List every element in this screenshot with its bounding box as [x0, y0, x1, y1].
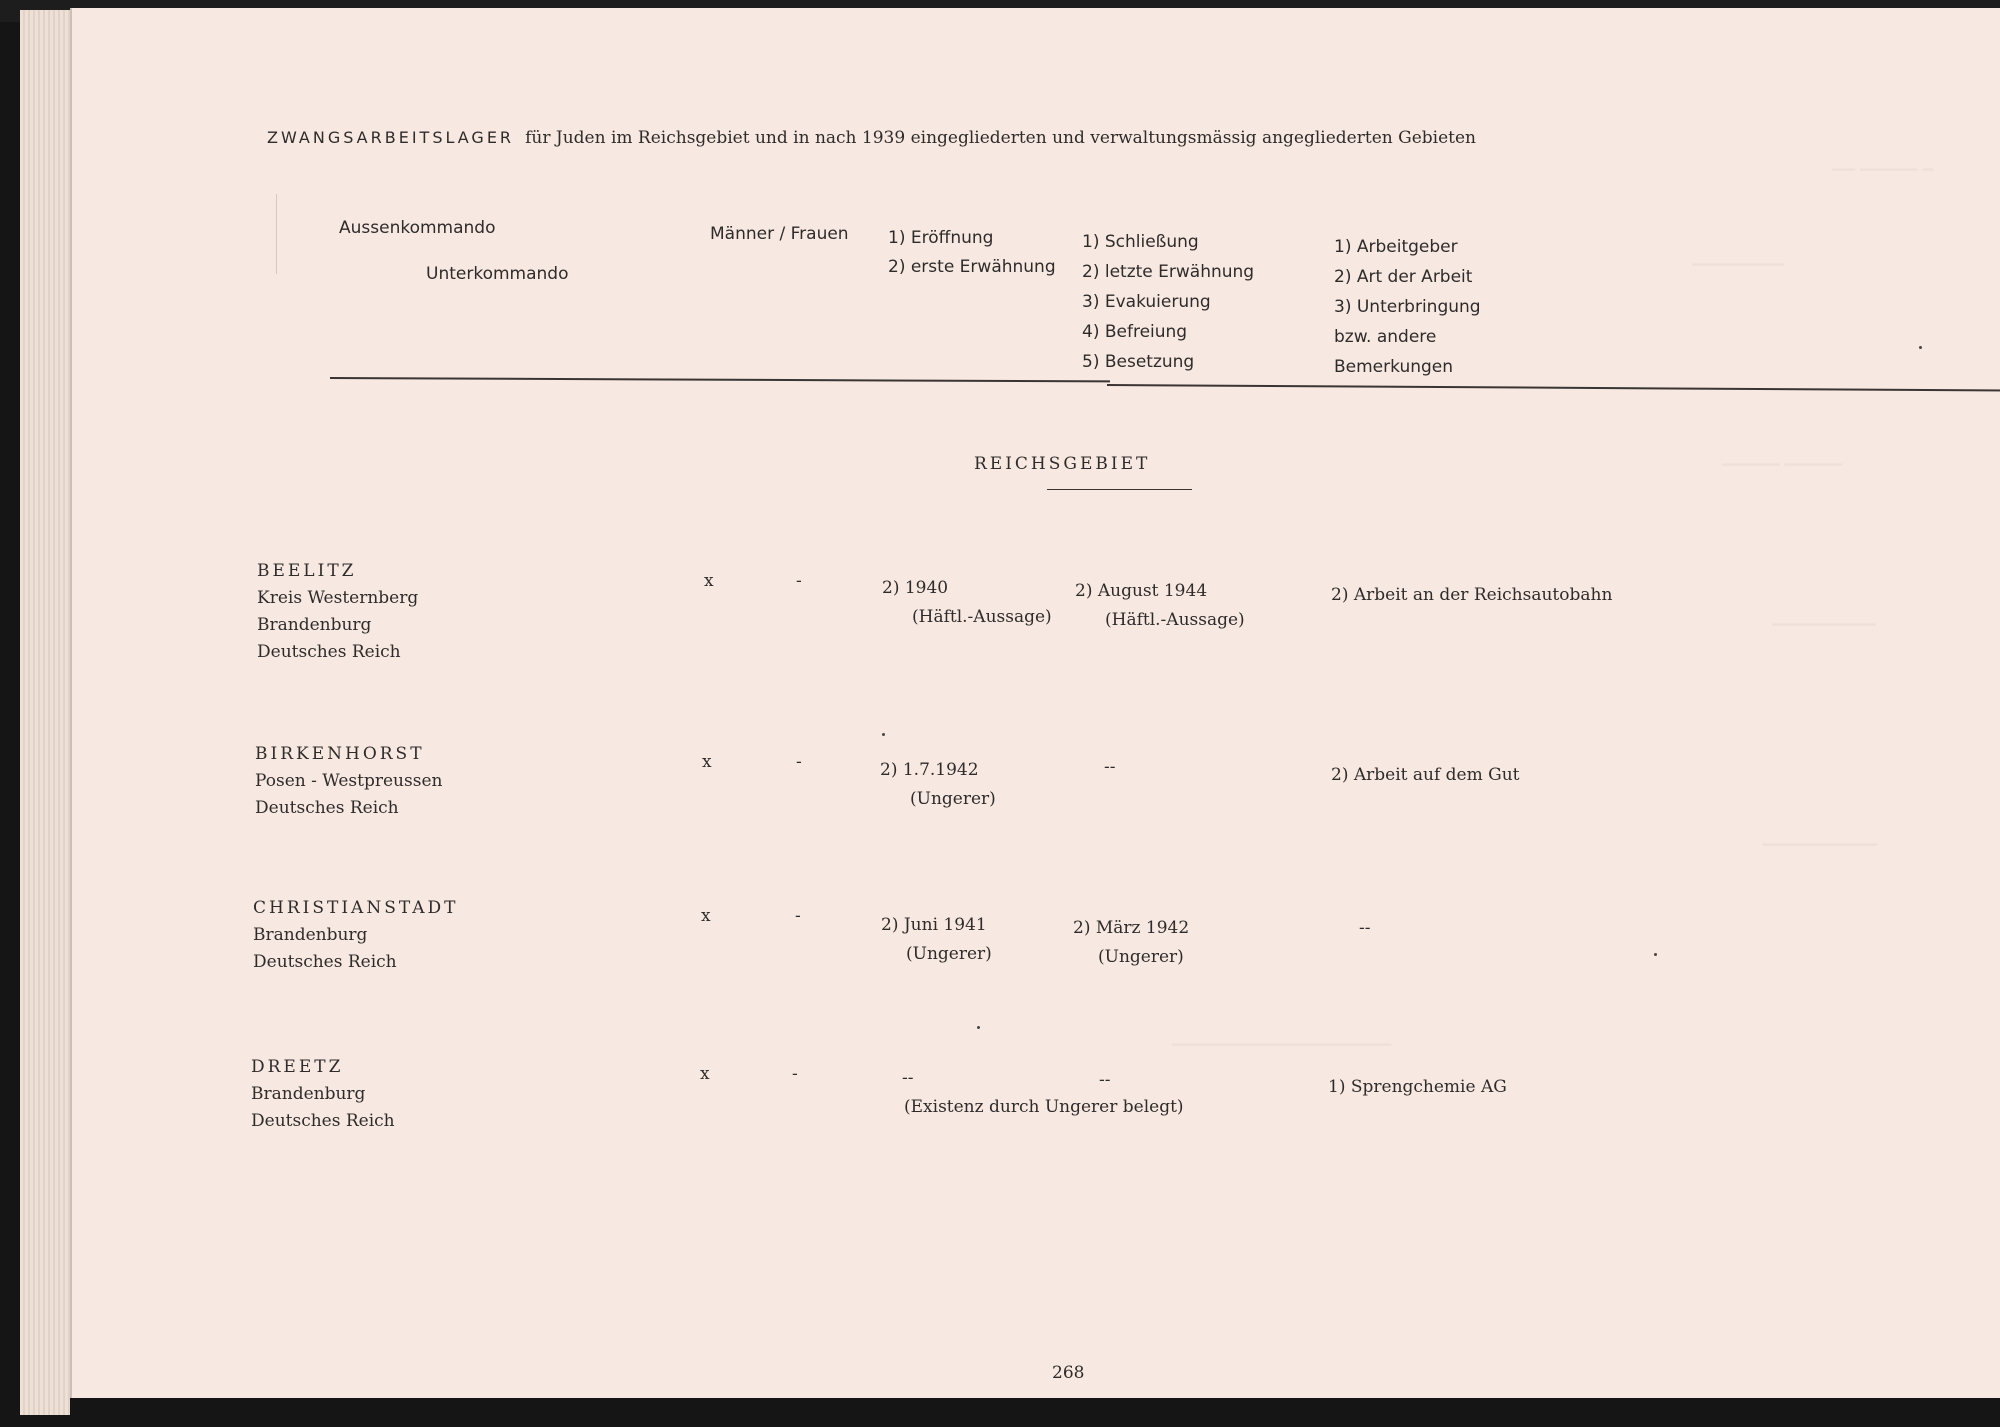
entry-opening — [881, 911, 992, 969]
title-rest: für Juden im Reichsgebiet und in nach 1939 eingegliederten und verwaltungsmässig angegliederten Gebieten — [525, 128, 1476, 148]
entry-place-line: Brandenburg — [253, 925, 368, 945]
bleed-through-decoration: ▁▁▁▁▁▁▁▁▁▁ — [1762, 828, 1878, 846]
entry-name: BEELITZ — [257, 561, 357, 581]
col3-header — [888, 224, 1056, 282]
entry-closing-line: (Ungerer) — [1098, 947, 1184, 967]
document-title — [267, 128, 1476, 148]
entry-opening-line: -- — [902, 1068, 914, 1088]
entry-closing-line: 2) März 1942 — [1073, 918, 1190, 938]
ink-speck — [977, 1026, 980, 1029]
entry-location — [255, 741, 442, 822]
entry-opening-line: 2) 1940 — [882, 578, 949, 598]
entry-closing — [1099, 1070, 1111, 1090]
entry-opening-line: (Häftl.-Aussage) — [912, 607, 1052, 627]
col4-header — [1082, 227, 1254, 377]
entry-opening — [902, 1068, 914, 1088]
bleed-through-decoration: ▁▁▁▁▁▁▁▁▁▁▁▁▁▁▁▁▁▁▁ — [1172, 1028, 1392, 1046]
col4-header-line: 3) Evakuierung — [1082, 292, 1211, 312]
entry-place-line: Brandenburg — [257, 615, 372, 635]
entry-opening-line: (Ungerer) — [910, 789, 996, 809]
col5-header-line: bzw. andere — [1334, 327, 1437, 347]
col5-header-line: 3) Unterbringung — [1334, 297, 1481, 317]
background-bottom — [70, 1398, 2000, 1427]
entry-closing-line: 2) August 1944 — [1075, 581, 1208, 601]
entry-place-line: Kreis Westernberg — [257, 588, 419, 608]
title-caps: ZWANGSARBEITSLAGER — [267, 128, 515, 147]
col4-header-line: 5) Besetzung — [1082, 352, 1195, 372]
header-rule — [1107, 384, 2000, 391]
entry-remarks: -- — [1359, 918, 1371, 938]
entry-name: CHRISTIANSTADT — [253, 898, 459, 918]
entry-place-line: Brandenburg — [251, 1084, 366, 1104]
section-title: REICHSGEBIET — [974, 454, 1151, 474]
entry-location — [253, 895, 459, 976]
col2-header: Männer / Frauen — [710, 224, 849, 244]
ink-speck — [1919, 346, 1922, 349]
col5-header-line: 1) Arbeitgeber — [1334, 237, 1458, 257]
ink-speck — [882, 733, 885, 736]
entry-opening-line: 2) 1.7.1942 — [880, 760, 979, 780]
col4-header-line: 1) Schließung — [1082, 232, 1199, 252]
entry-women: - — [796, 752, 802, 772]
entry-opening — [882, 574, 1052, 632]
col4-header-line: 4) Befreiung — [1082, 322, 1188, 342]
col4-header-line: 2) letzte Erwähnung — [1082, 262, 1255, 282]
entry-men: x — [702, 752, 712, 772]
page-number: 268 — [1052, 1363, 1085, 1383]
header-rule — [330, 377, 1110, 382]
col1-header-line1: Aussenkommando — [339, 218, 496, 238]
entry-opening-line: 2) Juni 1941 — [881, 915, 987, 935]
section-title-underline — [1047, 489, 1192, 490]
entry-name: BIRKENHORST — [255, 744, 425, 764]
col5-header-line: Bemerkungen — [1334, 357, 1454, 377]
entry-place-line: Deutsches Reich — [251, 1111, 395, 1131]
col5-header — [1334, 232, 1481, 382]
entry-women: - — [796, 571, 802, 591]
entry-name: DREETZ — [251, 1057, 344, 1077]
entry-women: - — [795, 906, 801, 926]
entry-closing-line: -- — [1104, 757, 1116, 777]
entry-men: x — [700, 1064, 710, 1084]
entry-opening — [880, 756, 996, 814]
entry-men: x — [701, 906, 711, 926]
bleed-through-decoration: ▁▁▁▁▁▁▁▁ — [1692, 248, 1785, 266]
ink-speck — [1654, 953, 1657, 956]
entry-place-line: Deutsches Reich — [257, 642, 401, 662]
entry-men: x — [704, 571, 714, 591]
entry-remarks: 2) Arbeit an der Reichsautobahn — [1331, 585, 1613, 605]
entry-place-line: Deutsches Reich — [255, 798, 399, 818]
bleed-through-decoration: ▁▁▁▁▁▁▁▁▁ — [1772, 608, 1876, 626]
entry-closing — [1075, 577, 1245, 635]
document-page — [70, 8, 2000, 1398]
entry-closing-line: (Häftl.-Aussage) — [1105, 610, 1245, 630]
entry-location — [257, 558, 418, 666]
entry-remarks: 2) Arbeit auf dem Gut — [1331, 765, 1520, 785]
bleed-through-decoration: ▁▁ ▁▁▁▁▁ ▁ — [1832, 153, 1934, 171]
entry-women: - — [792, 1064, 798, 1084]
entry-location — [251, 1054, 395, 1135]
bleed-through-decoration: ▁▁▁▁▁ ▁▁▁▁▁ — [1722, 448, 1843, 466]
entry-place-line: Deutsches Reich — [253, 952, 397, 972]
col3-header-line: 1) Eröffnung — [888, 228, 994, 248]
entry-remarks: 1) Sprengchemie AG — [1328, 1077, 1507, 1097]
entry-closing — [1073, 914, 1189, 972]
entry-place-line: Posen - Westpreussen — [255, 771, 443, 791]
col3-header-line: 2) erste Erwähnung — [888, 257, 1056, 277]
entry-closing-line: -- — [1099, 1070, 1111, 1090]
margin-line — [276, 194, 277, 274]
entry-closing — [1104, 757, 1116, 777]
col5-header-line: 2) Art der Arbeit — [1334, 267, 1473, 287]
entry-note: (Existenz durch Ungerer belegt) — [904, 1097, 1184, 1117]
entry-opening-line: (Ungerer) — [906, 944, 992, 964]
col1-header-line2: Unterkommando — [426, 264, 569, 284]
